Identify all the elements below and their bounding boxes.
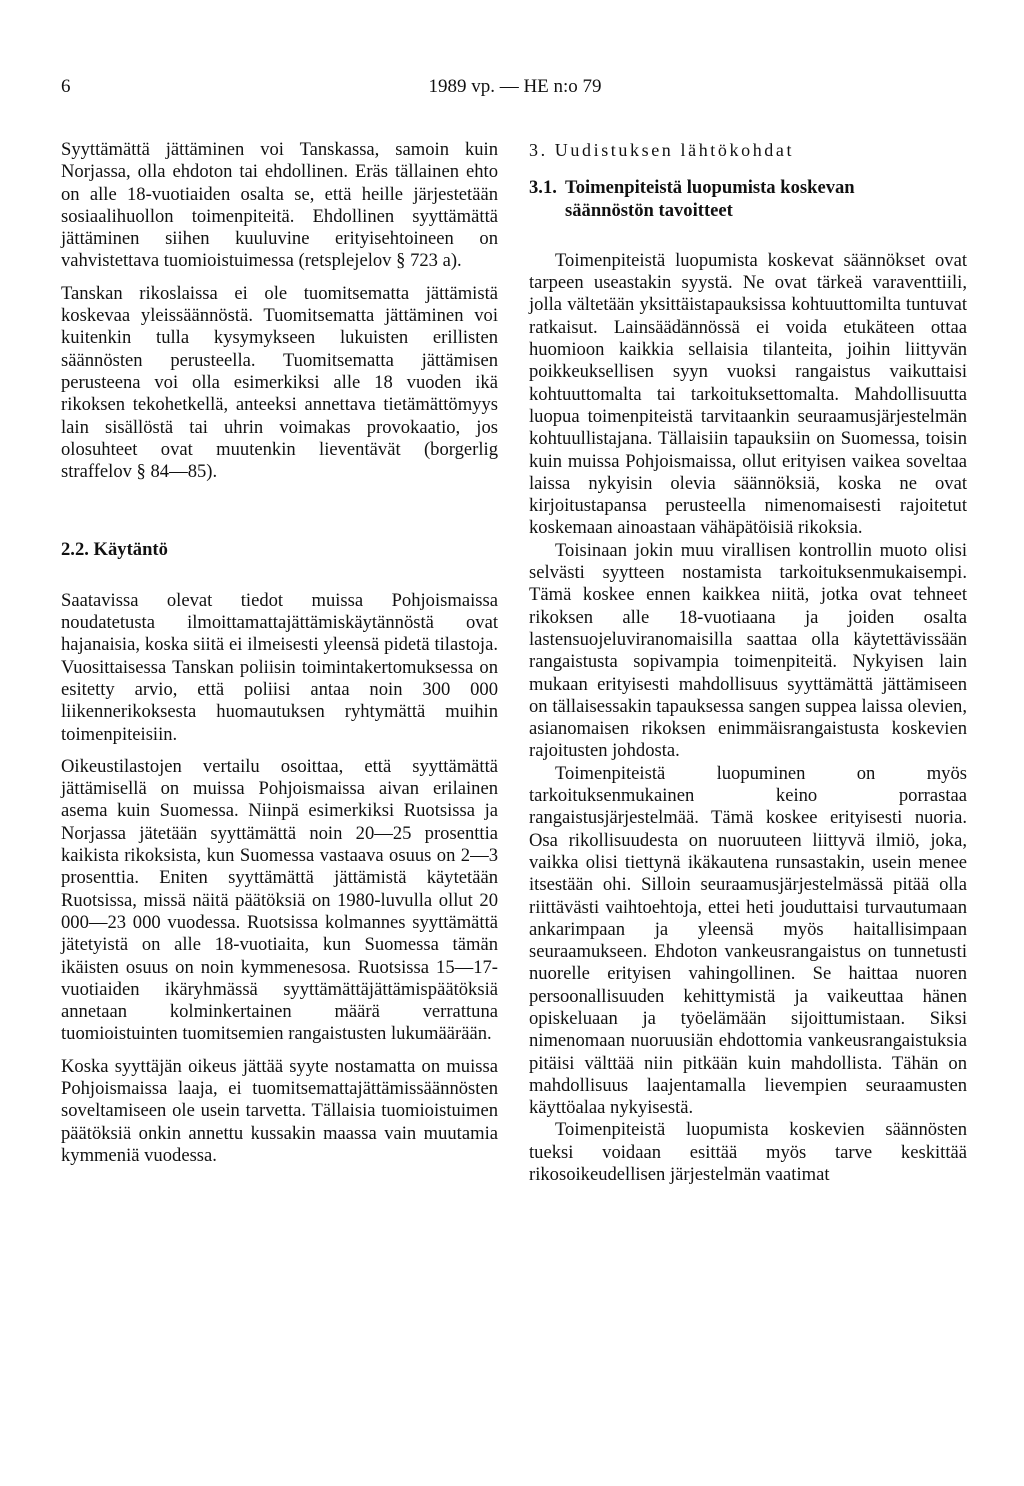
paragraph: Koska syyttäjän oikeus jättää syyte nostamatta on muissa Pohjoismaissa laaja, ei tuomitsemattajättämissäännösten soveltamiseen ole usein tarvetta. Tällaisia tuomioistuimen päätöksiä onkin annettu kussakin maassa vain muutamia kymmeniä vuodessa.	[61, 1055, 498, 1166]
section-heading-3: 3. Uudistuksen lähtökohdat	[529, 140, 795, 160]
paragraph: Tanskan rikoslaissa ei ole tuomitsematta jättämistä koskevaa yleissäännöstä. Tuomitsematta jättäminen voi kuitenkin tulla kysymykseen lukuisten erillisten säännösten perusteella. Tuomitsematta jättämisen perusteena voi olla esimerkiksi alle 18 vuoden ikä rikoksen tekohetkellä, anteeksi annettava tietämättömyys lain sisällöstä tai uhrin voimakas provokaatio, jos olosuhteet ovat muutenkin lieventävät (borgerlig straffelov § 84—85).	[61, 282, 498, 483]
paragraph: Oikeustilastojen vertailu osoittaa, että syyttämättä jättämisellä on muissa Pohjoismaissa aivan erilainen asema kuin Suomessa. Niinpä esimerkiksi Ruotsissa ja Norjassa jätetään syyttämättä noin 20—25 prosenttia kaikista rikoksista, kun Suomessa vastaava osuus on 2—3 prosenttia. Eniten syyttämättä jättämistä käytetään Ruotsissa, missä näitä päätöksiä on 1980-luvulla ollut 20 000—23 000 vuodessa. Ruotsissa kolmannes syyttämättä jätetyistä on alle 18-vuotiaita, kun Suomessa tämän ikäisten osuus on noin kymmenesosa. Ruotsissa 15—17-vuotiaiden ikäryhmässä syyttämättäjättämispäätöksiä annetaan kolminkertainen määrä verrattuna tuomioistuinten tuomitsemien rangaistusten lukumäärään.	[61, 755, 498, 1045]
paragraph: Toisinaan jokin muu virallisen kontrollin muoto olisi selvästi syytteen nostamista tarkoituksenmukaisempi. Tämä koskee ennen kaikkea niitä, jotka ovat tehneet rikoksen alle 18-vuotiaana ja joiden osalta lastensuojeluviranomaisilla saattaa olla käytettävissään rangaistusta sopivampia toimenpiteitä. Nykyisen lain mukaan erityisesti mahdollisuus syyttämättä jättämiseen on tällaisessakin tapauksessa sangen suppea laissa olevien, asianomaisen rikoksen enimmäisrangaistusta koskevien rajoitusten johdosta.	[529, 539, 967, 762]
paragraph: Toimenpiteistä luopumista koskevien säännösten tueksi voidaan esittää myös tarve keskittää rikosoikeudellisen järjestelmän vaatimat	[529, 1119, 967, 1186]
running-title: 1989 vp. — HE n:o 79	[428, 76, 602, 97]
paragraph: Toimenpiteistä luopumista koskevat säännökset ovat tarpeen useastakin syystä. Ne ovat tärkeä varaventtiili, jolla vältetään yksittäistapauksissa kohtuuttomilta tuntuvat ratkaisut. Lainsäädännössä ei voida etukäteen ottaa huomioon kaikkia sellaisia tilanteita, joihin liittyvän poikkeuksellisen syyn vuoksi rangaistus vaikuttaisi kohtuuttomalta tai tarkoituksettomalta. Mahdollisuutta luopua toimenpiteistä tarvitaankin seuraamusjärjestelmän kohtuullistajana. Tällaisiin tapauksiin on Suomessa, toisin kuin muissa Pohjoismaissa, ollut erityisen vaikea soveltaa laissa nykyisin olevia säännöksiä, koska ne ovat kirjoitustapansa perusteella nimenomaisesti rajoitetut koskemaan ainoastaan vähäpätöisiä rikoksia.	[529, 249, 967, 539]
section-heading-2-2: 2.2. Käytäntö	[61, 539, 168, 561]
paragraph: Toimenpiteistä luopuminen on myös tarkoituksenmukainen keino porrastaa rangaistusjärjestelmää. Tämä koskee erityisesti nuoria. Osa rikollisuudesta on nuoruuteen liittyvä ilmiö, joka, vaikka olisi tiettynä ikäkautena runsastakin, usein menee itsestään ohi. Silloin seuraamusjärjestelmässä pitää olla riittävästi vaihtoehtoja, ettei heti jouduttaisi turvautumaan ankarimpaan ja yleensä myös haitallisimpaan seuraamukseen. Ehdoton vankeusrangaistus on tunnetusti nuorelle erityisen vahingollinen. Se haittaa nuoren persoonallisuuden kehittymistä ja vaikeuttaa hänen opiskeluaan ja työelämään sijoittumistaan. Siksi nimenomaan nuoruusiän ehdottomia vankeusrangaistuksia pitäisi välttää niin pitkään kuin mahdollista. Tähän on mahdollisuus laajentamalla lievempien seuraamusten käyttöalaa nykyisestä.	[529, 762, 967, 1119]
section-title-line: säännöstön tavoitteet	[565, 199, 733, 221]
paragraph: Saatavissa olevat tiedot muissa Pohjoismaissa noudatetusta ilmoittamattajättämiskäytännöstä ovat hajanaisia, koska siitä ei ilmeisesti yleensä pidetä tilastoja. Vuosittaisessa Tanskan poliisin toimintakertomuksessa on esitetty arvio, että poliisi antaa noin 300 000 liikennerikoksesta huomautuksen ryhtymättä muihin toimenpiteisiin.	[61, 589, 498, 745]
section-number: 3.1.	[529, 177, 557, 199]
section-heading-3-1	[529, 177, 967, 222]
left-column	[61, 139, 498, 1177]
paragraph: Syyttämättä jättäminen voi Tanskassa, samoin kuin Norjassa, olla ehdoton tai ehdollinen. Eräs tällainen ehto on alle 18-vuotiaiden osalta se, että heille järjestetään sosiaalihuollon toimenpiteitä. Ehdollinen syyttämättä jättäminen siihen kuuluvine erityisehtoineen on vahvistettava tuomioistuimessa (retsplejelov § 723 a).	[61, 139, 498, 272]
section-heading-3-1-line1	[529, 177, 967, 199]
page-number: 6	[61, 76, 71, 97]
page-header	[61, 76, 969, 106]
section-title-line: Toimenpiteistä luopumista koskevan	[565, 177, 855, 199]
right-column	[529, 139, 967, 1186]
